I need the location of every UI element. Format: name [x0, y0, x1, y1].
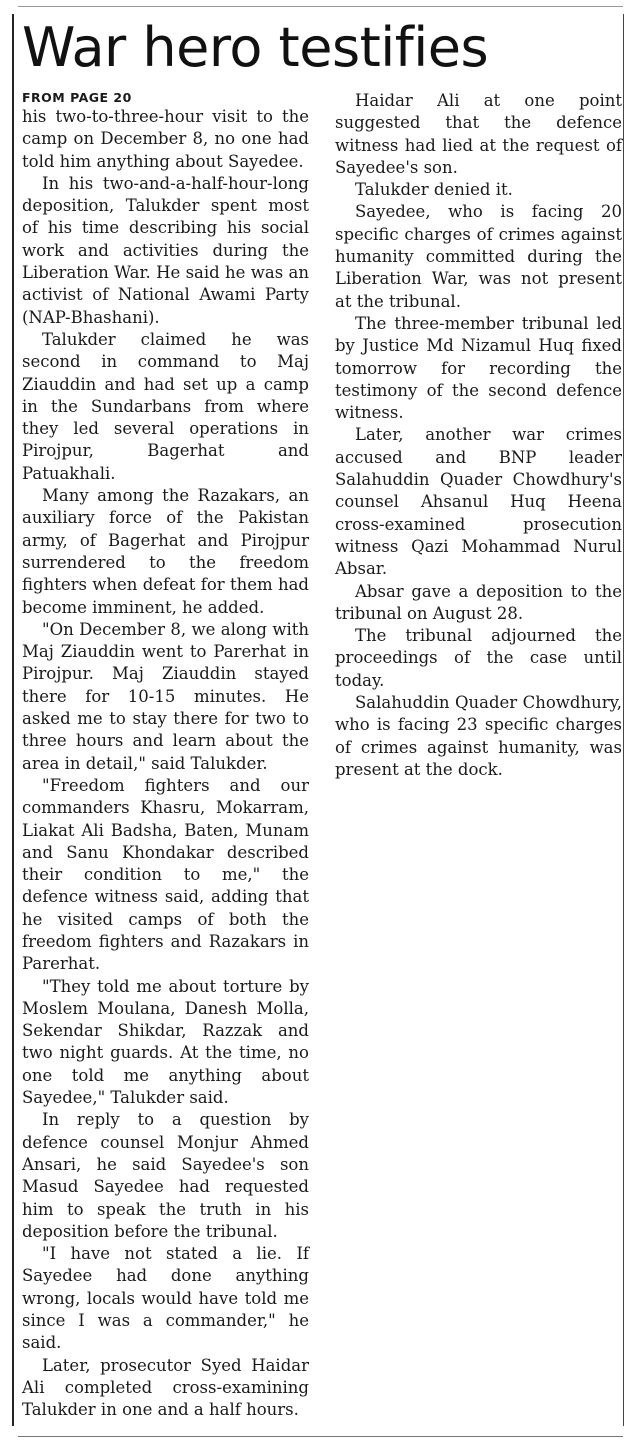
- paragraph: In his two-and-a-half-hour-long deposition, Talukder spent most of his time describing his social work and activities during the Liberation War. He said he was an activist of National Awami Party (NAP-Bhashani).: [22, 173, 309, 327]
- right-column-rule: [623, 14, 624, 1426]
- bottom-rule: [18, 1436, 623, 1437]
- paragraph: "Freedom fighters and our commanders Khasru, Mokarram, Liakat Ali Badsha, Baten, Munam and Sanu Khondakar described their condition to me," the defence witness said, adding that he visited camps of both the freedom fighters and Razakars in Parerhat.: [22, 775, 309, 974]
- paragraph: Sayedee, who is facing 20 specific charges of crimes against humanity committed during the Liberation War, was not present at the tribunal.: [335, 202, 622, 311]
- paragraph: Haidar Ali at one point suggested that the defence witness had lied at the request of Sayedee's son.: [335, 91, 622, 177]
- paragraph: Later, another war crimes accused and BNP leader Salahuddin Quader Chowdhury's counsel Ahsanul Huq Heena cross-examined prosecution witness Qazi Mohammad Nurul Absar.: [335, 425, 622, 579]
- paragraph: his two-to-three-hour visit to the camp on December 8, no one had told him anything about Sayedee.: [22, 107, 309, 171]
- paragraph: Talukder denied it.: [355, 180, 513, 200]
- top-rule: [18, 6, 623, 7]
- paragraph: Many among the Razakars, an auxiliary force of the Pakistan army, of Bagerhat and Pirojpur surrendered to the freedom fighters when defeat for them had become imminent, he added.: [22, 486, 309, 617]
- paragraph: The three-member tribunal led by Justice Md Nizamul Huq fixed tomorrow for recording the testimony of the second defence witness.: [335, 313, 622, 423]
- paragraph: "I have not stated a lie. If Sayedee had done anything wrong, locals would have told me since I was a commander," he said.: [22, 1244, 309, 1353]
- paragraph: "They told me about torture by Moslem Moulana, Danesh Molla, Sekendar Shikdar, Razzak and two night guards. At the time, no one told me anything about Sayedee," Talukder said.: [22, 976, 309, 1108]
- article-body: [22, 90, 622, 1430]
- paragraph: Absar gave a deposition to the tribunal on August 28.: [335, 581, 622, 623]
- paragraph: Salahuddin Quader Chowdhury, who is facing 23 specific charges of crimes against humanity, was present at the dock.: [335, 693, 622, 779]
- paragraph: The tribunal adjourned the proceedings of the case until today.: [335, 626, 622, 690]
- paragraph: Talukder claimed he was second in command to Maj Ziauddin and had set up a camp in the Sundarbans from where they led several operations in Pirojpur, Bagerhat and Patuakhali.: [22, 329, 309, 483]
- headline: War hero testifies: [22, 16, 489, 79]
- paragraph: In reply to a question by defence counsel Monjur Ahmed Ansari, he said Sayedee's son Masud Sayedee had requested him to speak the truth in his deposition before the tribunal.: [22, 1110, 309, 1241]
- paragraph: "On December 8, we along with Maj Ziauddin went to Parerhat in Pirojpur. Maj Ziauddin stayed there for 10-15 minutes. He asked me to stay there for two to three hours and learn about the area in detail," said Talukder.: [22, 619, 309, 773]
- continuation-kicker: FROM PAGE 20: [22, 90, 132, 105]
- left-column-rule: [12, 14, 14, 1426]
- paragraph: Later, prosecutor Syed Haidar Ali completed cross-examining Talukder in one and a half hours.: [22, 1355, 309, 1420]
